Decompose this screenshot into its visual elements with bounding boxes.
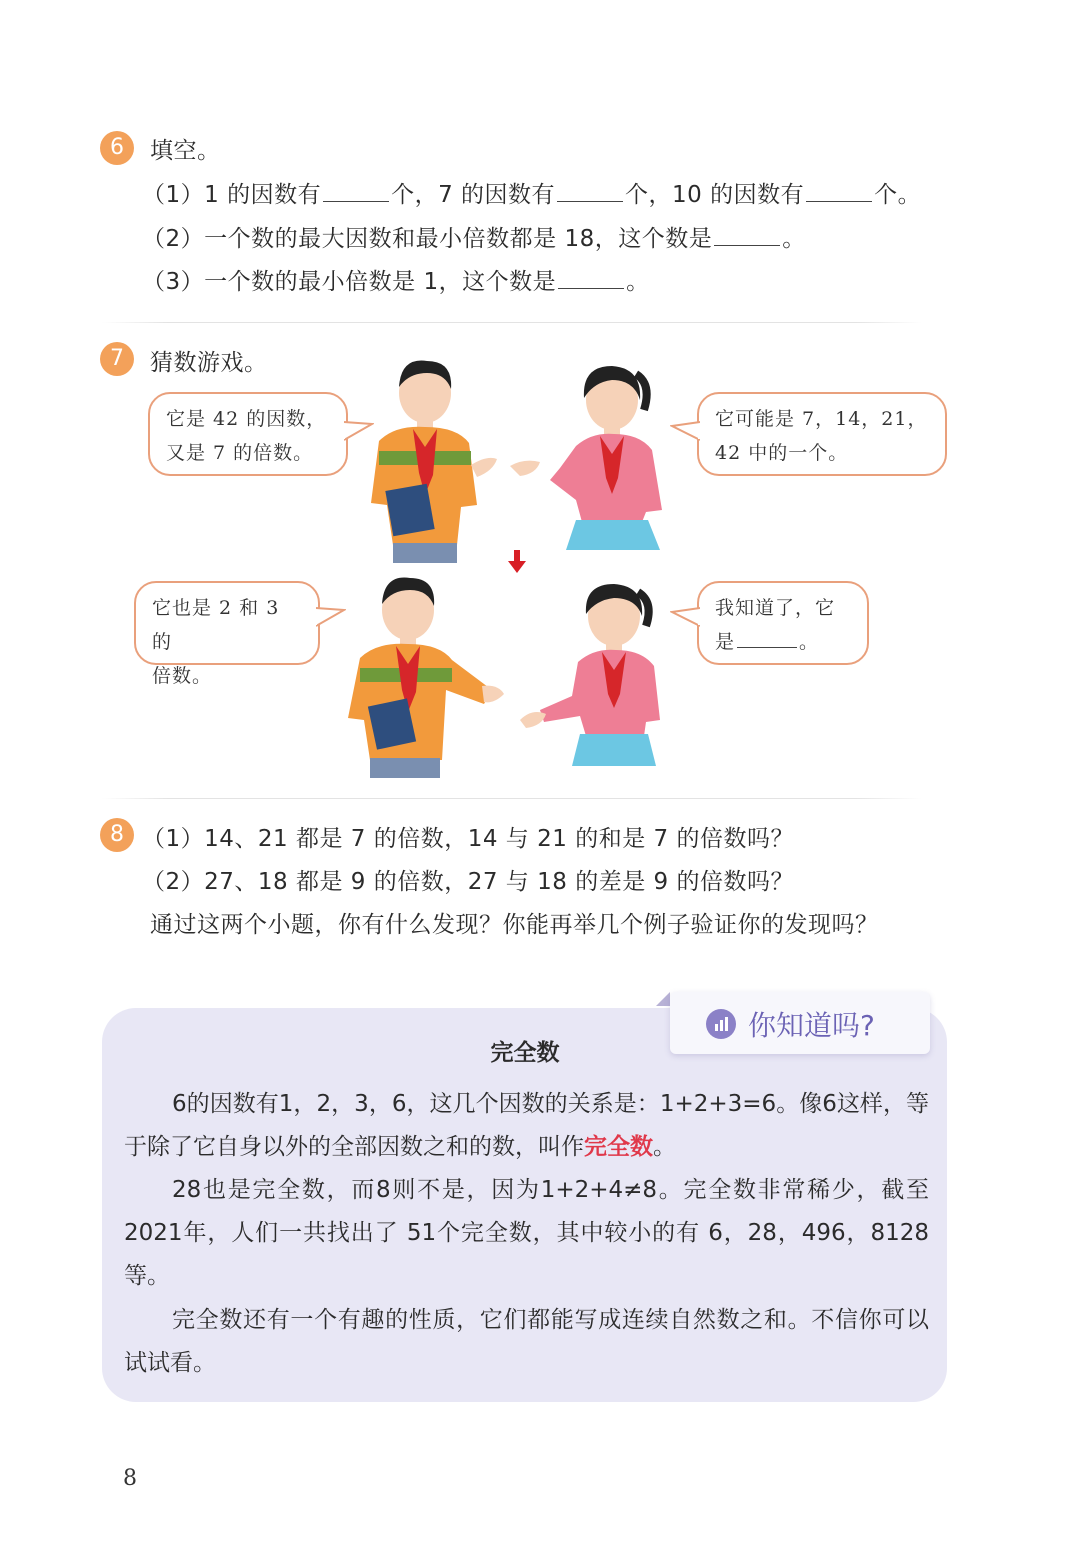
question-6-line-2 [142,220,806,253]
tab-fold-decoration [656,992,670,1006]
question-6-line-2-text: （2）一个数的最大因数和最小倍数都是 18，这个数是 [142,226,713,252]
bubble-text-line: 42 中的一个。 [715,442,849,464]
answer-blank[interactable] [557,200,623,202]
speech-bubble-boy-1 [148,392,348,476]
bubble-text-line: 它可能是 7，14，21， [715,408,928,430]
boy-illustration [342,574,507,779]
page-number: 8 [123,1466,137,1491]
bubble-text-line: 倍数。 [152,665,213,687]
section-divider [102,798,922,799]
question-6-line-1-part-d: 个。 [874,182,922,208]
question-6-line-1-part-b: 个，7 的因数有 [391,182,556,208]
question-6-line-1 [142,176,921,209]
answer-blank[interactable] [737,646,797,648]
bubble-text-line: 它也是 2 和 3 的 [152,597,280,653]
paragraph-1-end: 。 [653,1134,676,1160]
answer-blank[interactable] [558,287,624,289]
section-divider [102,322,922,323]
did-you-know-label: 你知道吗? [748,1009,875,1042]
question-8-number: 8 [100,818,134,852]
question-6-line-2-end: 。 [782,226,806,252]
question-6-line-1-part-a: （1）1 的因数有 [142,182,322,208]
question-8-line-1: （1）14、21 都是 7 的倍数，14 与 21 的和是 7 的倍数吗？ [142,826,794,852]
girl-illustration [520,580,670,770]
question-8-line-3: 通过这两个小题，你有什么发现？你能再举几个例子验证你的发现吗？ [150,912,879,938]
paragraph-3: 完全数还有一个有趣的性质，它们都能写成连续自然数之和。不信你可以试试看。 [124,1307,929,1376]
question-7-title: 猜数游戏。 [150,350,268,376]
bubble-text-line [715,625,851,659]
down-arrow-icon [507,550,527,574]
paragraph-1 [124,1083,929,1169]
answer-blank[interactable] [323,200,389,202]
paragraph-1-text: 6的因数有1，2，3，6，这几个因数的关系是：1+2+3=6。像6这样，等于除了它自身以外的全部因数之和的数，叫作 [124,1091,929,1160]
girl-illustration [510,360,670,555]
speech-bubble-tail [670,604,700,632]
bubble-text-line: 它是 42 的因数， [166,408,327,430]
question-6-title: 填空。 [150,138,221,164]
boy-illustration [365,355,505,565]
question-7-number: 7 [100,342,134,376]
bubble-text-line: 我知道了，它 [715,597,836,619]
question-6-number: 6 [100,131,134,165]
bubble-text-line: 又是 7 的倍数。 [166,442,314,464]
answer-blank[interactable] [806,200,872,202]
question-6-line-1-part-c: 个，10 的因数有 [625,182,805,208]
speech-bubble-girl-2 [697,581,869,665]
bubble-text-part: 。 [799,631,820,653]
speech-bubble-tail [670,418,700,446]
bubble-text-part: 是 [715,631,736,653]
question-6-line-3 [142,263,650,296]
paragraph-2: 28也是完全数，而8则不是，因为1+2+4≠8。完全数非常稀少，截至 2021年，人们一共找出了 51个完全数，其中较小的有 6，28，496，8128等。 [124,1177,929,1289]
question-8-line-2: （2）27、18 都是 9 的倍数，27 与 18 的差是 9 的倍数吗？ [142,869,794,895]
question-6-line-3-end: 。 [626,269,650,295]
highlight-term: 完全数 [584,1134,653,1160]
speech-bubble-boy-2 [134,581,320,687]
question-6-line-3-text: （3）一个数的最小倍数是 1，这个数是 [142,269,557,295]
speech-bubble-girl-1 [697,392,947,476]
answer-blank[interactable] [714,244,780,246]
box-title: 完全数 [490,1040,560,1066]
